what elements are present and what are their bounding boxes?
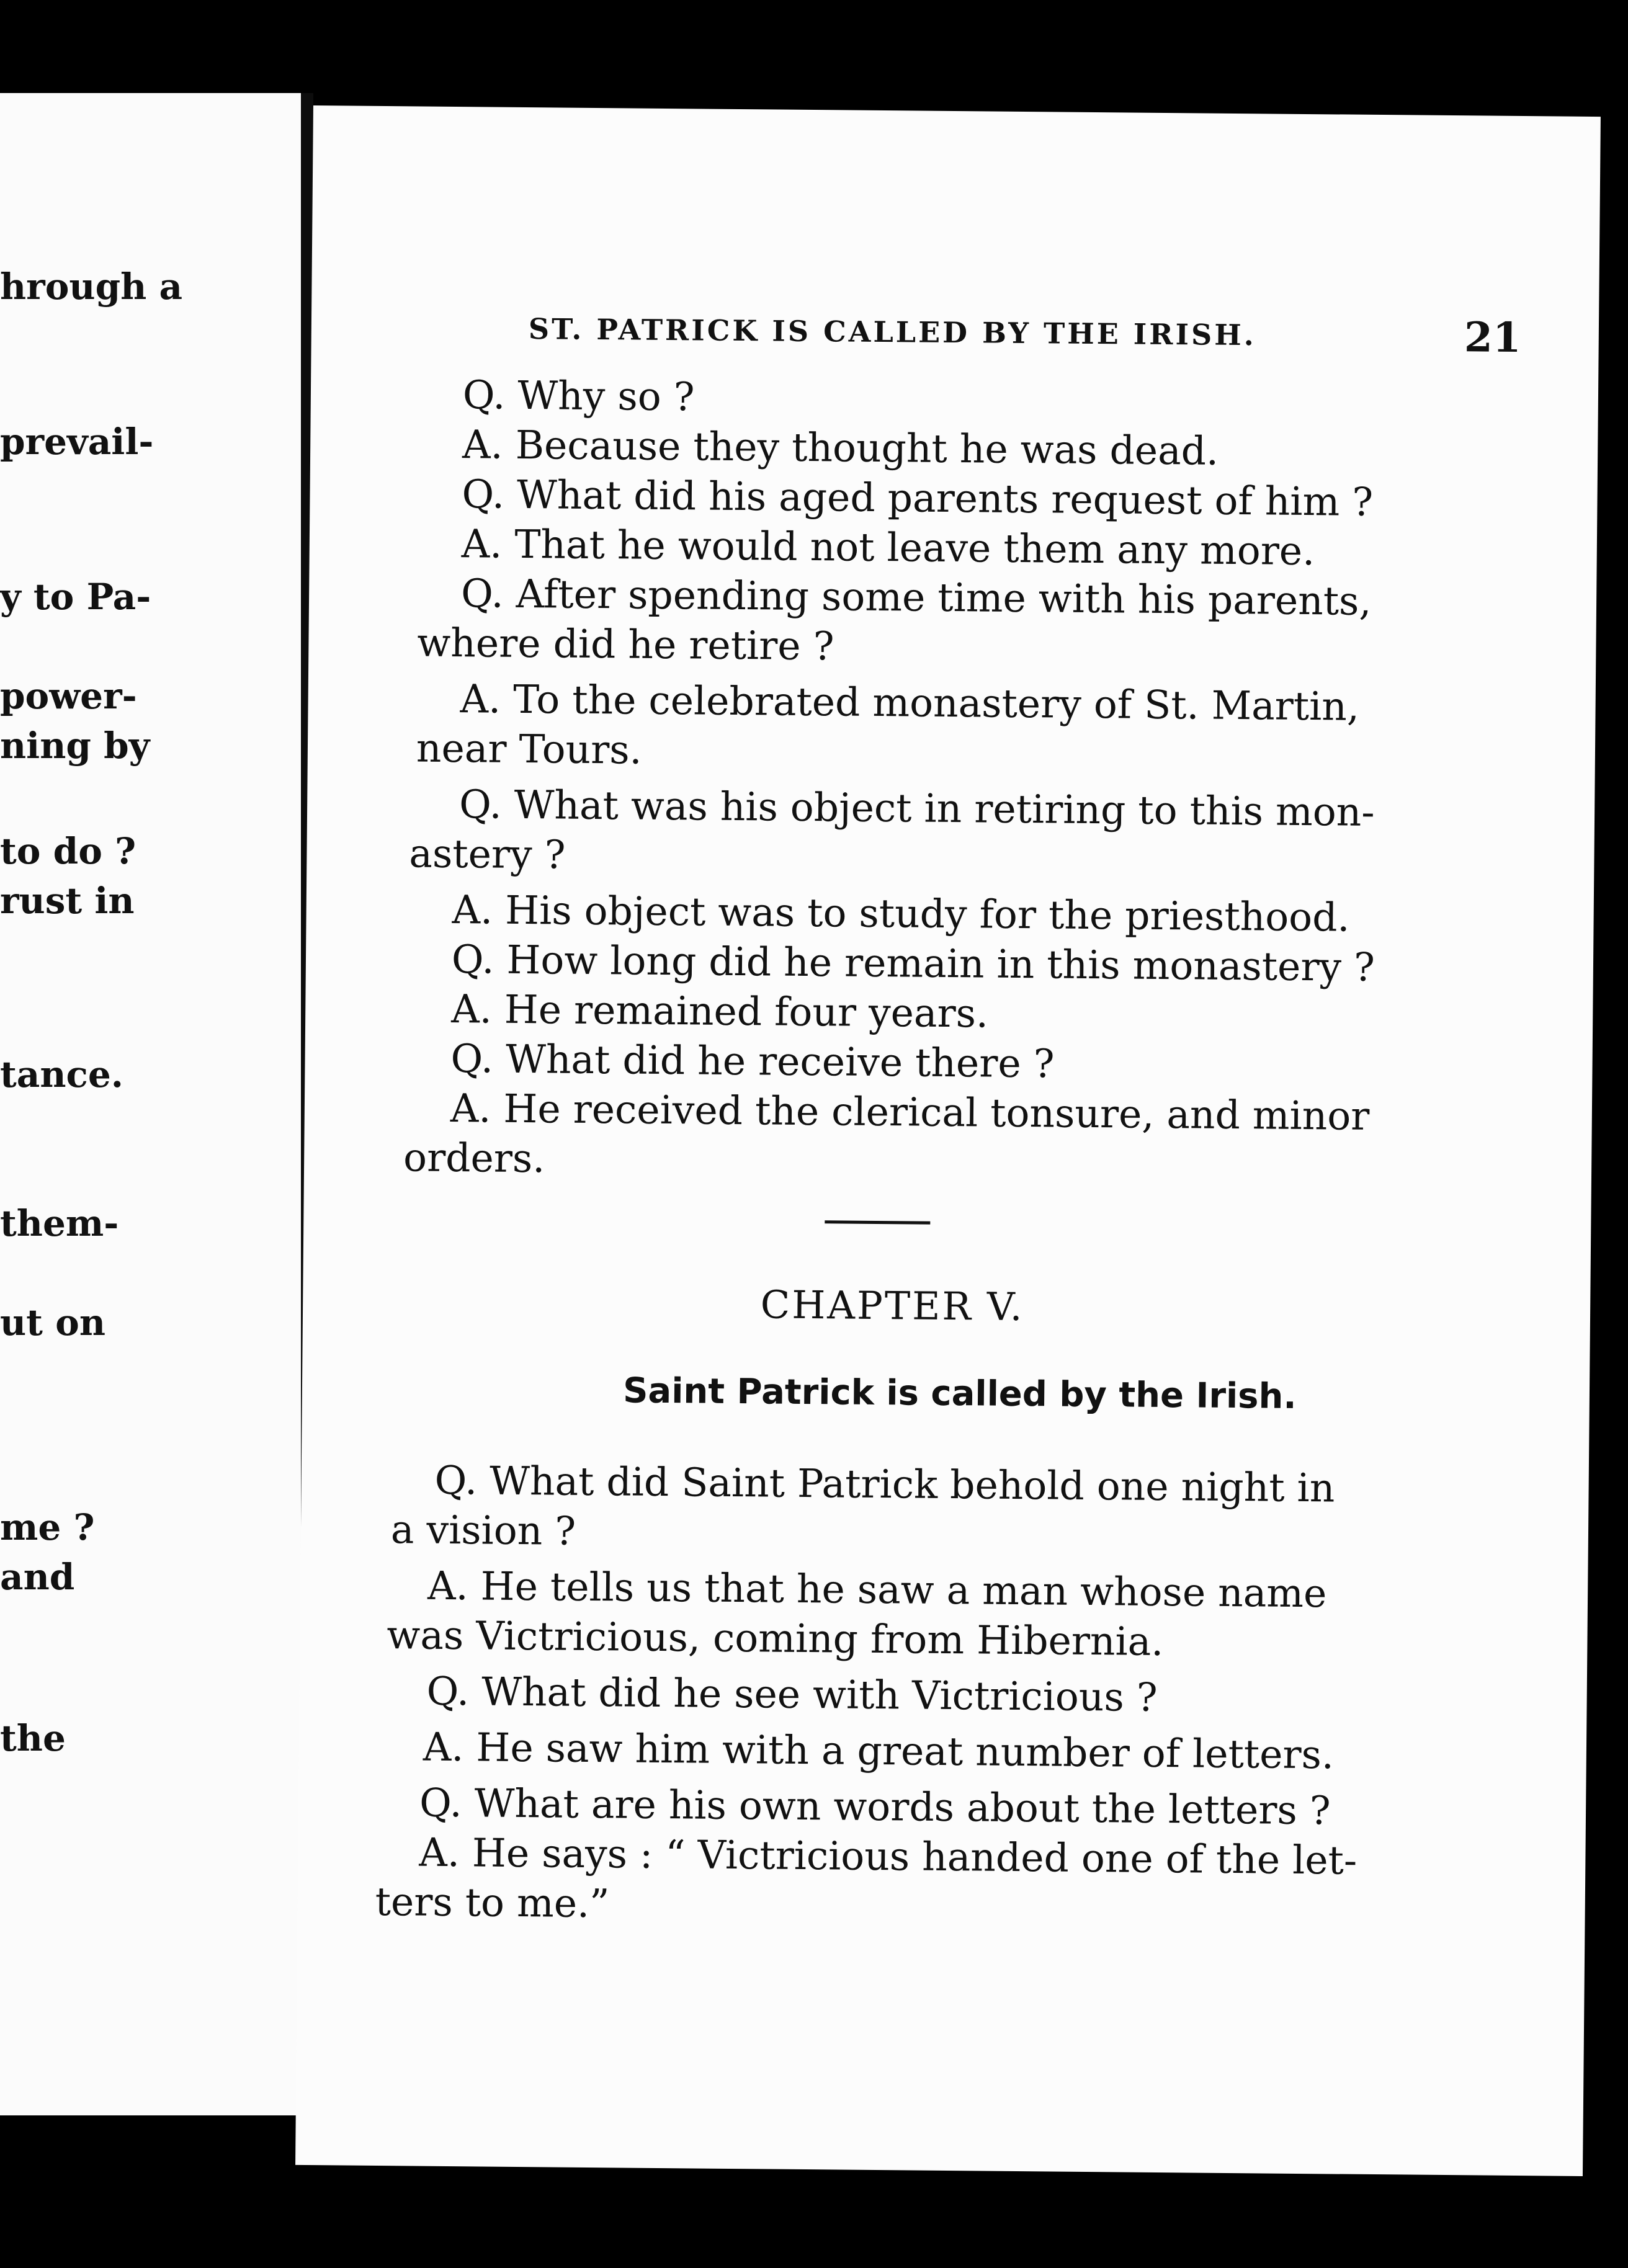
text-line: where did he retire ? — [417, 620, 834, 669]
text-line: orders. — [403, 1135, 545, 1182]
chapter-heading: CHAPTER V. — [760, 1282, 1024, 1330]
facing-text-6: to do ? — [0, 830, 136, 872]
text-line: A. Because they thought he was dead. — [462, 422, 1219, 474]
facing-text-7: rust in — [0, 880, 135, 922]
text-line: A. He saw him with a great number of letters. — [423, 1724, 1335, 1778]
text-line: Q. What did he receive there ? — [450, 1035, 1055, 1087]
running-head — [528, 312, 1522, 362]
text-line: A. He says : “ Victricious handed one of the let- — [419, 1829, 1357, 1883]
text-line: Q. What did his aged parents request of him ? — [462, 471, 1374, 525]
text-line: near Tours. — [416, 725, 642, 773]
facing-page — [0, 93, 301, 2115]
facing-text-1: hrough a — [0, 266, 183, 308]
facing-text-5: ning by — [0, 725, 150, 767]
text-line: a vision ? — [390, 1507, 576, 1554]
text-line: Q. What did he see with Victricious ? — [426, 1668, 1158, 1720]
text-line: Q. How long did he remain in this monastery ? — [451, 936, 1375, 990]
text-line: Q. After spending some time with his parents, — [460, 571, 1372, 624]
facing-text-11: me ? — [0, 1506, 95, 1548]
text-line: A. To the celebrated monastery of St. Martin, — [460, 676, 1360, 730]
facing-text-10: ut on — [0, 1301, 106, 1344]
text-line: Q. What are his own words about the letters ? — [419, 1780, 1331, 1834]
text-line: A. He tells us that he saw a man whose name — [427, 1563, 1327, 1617]
section-divider — [825, 1220, 930, 1224]
facing-text-13: the — [0, 1717, 66, 1759]
text-line: ters to me.” — [375, 1878, 610, 1927]
facing-text-12: and — [0, 1556, 75, 1598]
chapter-subtitle: Saint Patrick is called by the Irish. — [622, 1370, 1297, 1417]
text-line: Q. Why so ? — [462, 372, 695, 420]
facing-text-8: tance. — [0, 1053, 123, 1096]
text-line: Q. What was his object in retiring to this mon- — [458, 782, 1375, 835]
page — [295, 105, 1601, 2176]
text-line: A. His object was to study for the priesthood. — [452, 887, 1350, 940]
text-line: A. He received the clerical tonsure, and minor — [450, 1085, 1370, 1139]
text-line: was Victricious, coming from Hibernia. — [387, 1612, 1164, 1665]
facing-text-3: y to Pa- — [0, 576, 151, 618]
page-number: 21 — [1464, 313, 1522, 362]
text-line: A. He remained four years. — [450, 986, 989, 1037]
text-line: Q. What did Saint Patrick behold one night in — [434, 1457, 1335, 1511]
text-line: astery ? — [409, 831, 566, 878]
facing-text-4: power- — [0, 675, 137, 717]
facing-text-9: them- — [0, 1202, 119, 1244]
facing-text-2: prevail- — [0, 421, 154, 463]
running-head-title: ST. PATRICK IS CALLED BY THE IRISH. — [528, 312, 1256, 352]
text-line: A. That he would not leave them any more. — [461, 521, 1315, 574]
